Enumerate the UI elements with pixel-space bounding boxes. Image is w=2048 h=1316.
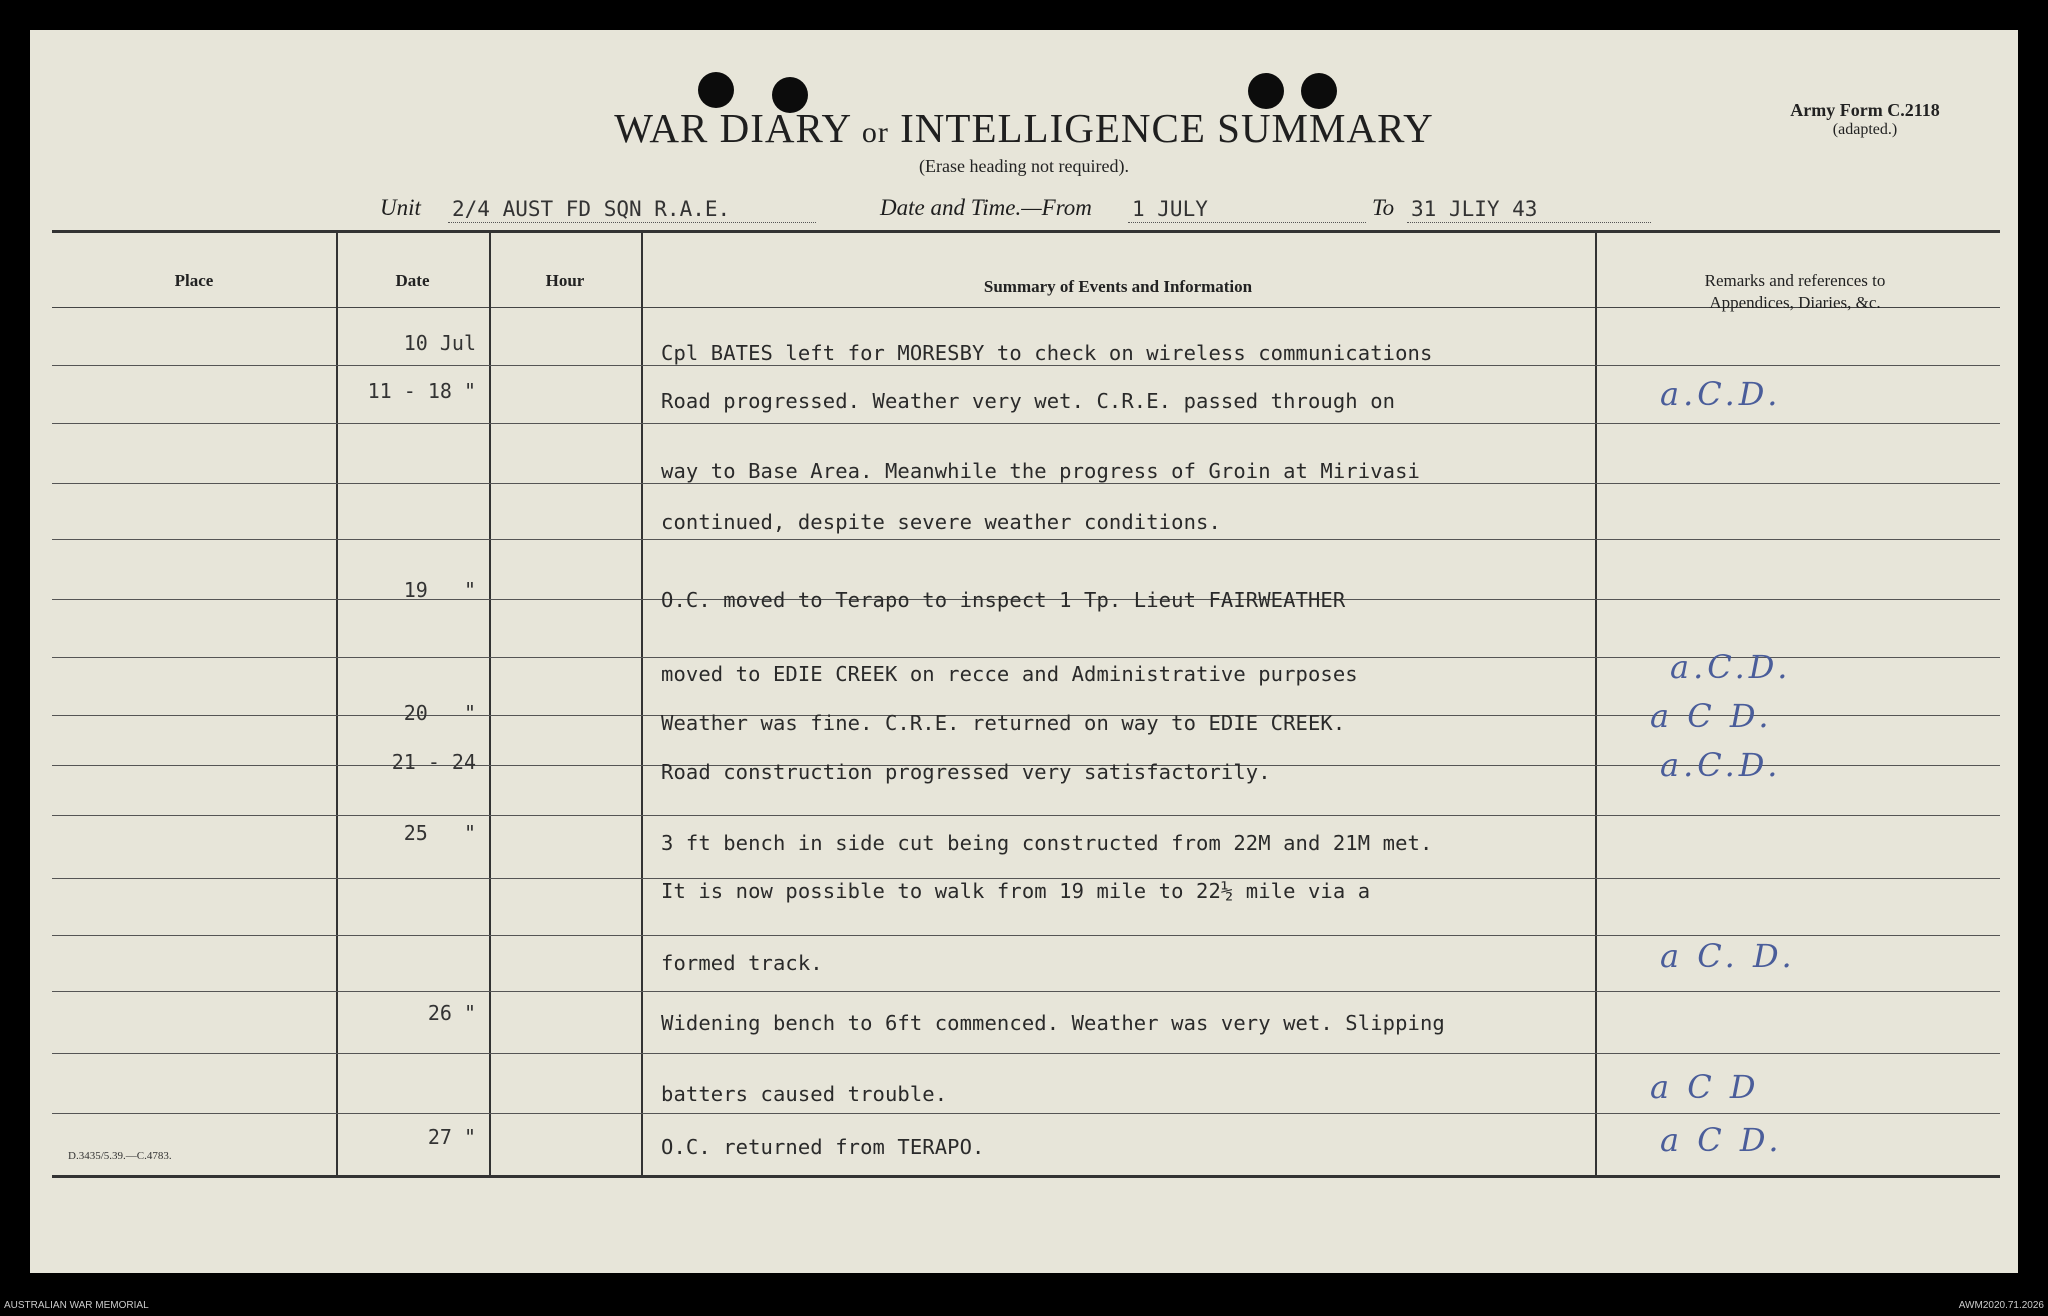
entry-text: Cpl BATES left for MORESBY to check on wireless communications	[661, 341, 1433, 365]
remarks-header-line-1: Remarks and references to	[1704, 271, 1886, 290]
entry-date: 10 Jul	[403, 331, 476, 355]
remark-initials: a C D.	[1660, 1121, 1783, 1159]
date-to-value: 31 JLIY 43	[1407, 196, 1651, 223]
unit-label: Unit	[380, 195, 421, 220]
row-rule	[52, 935, 2000, 936]
title-or: or	[861, 116, 889, 149]
row-rule	[52, 423, 2000, 424]
row-rule	[52, 483, 2000, 484]
title-intelligence-summary: INTELLIGENCE SUMMARY	[900, 105, 1434, 151]
date-from-label: Date and Time.—From	[880, 195, 1092, 220]
entry-date: 25 "	[403, 821, 476, 845]
army-form-label: Army Form C.2118	[1790, 100, 1940, 120]
army-form-number	[1730, 100, 2000, 140]
column-divider	[1595, 232, 1597, 1176]
column-header-place: Place	[174, 271, 214, 290]
entry-text: Widening bench to 6ft commenced. Weather was very wet. Slipping	[661, 1011, 1445, 1035]
unit-value: 2/4 AUST FD SQN R.A.E.	[448, 196, 816, 223]
entry-text: Road construction progressed very satisfactorily.	[661, 760, 1271, 784]
remark-initials: a.C.D.	[1660, 375, 1782, 413]
army-form-sub: (adapted.)	[1832, 121, 1898, 138]
remark-initials: a C D.	[1650, 697, 1773, 735]
table-top-rule	[52, 230, 2000, 233]
entry-text: It is now possible to walk from 19 mile to 22½ mile via a	[661, 879, 1371, 903]
entry-date: 26 "	[427, 1001, 476, 1025]
entry-text: 3 ft bench in side cut being constructed from 22M and 21M met.	[661, 831, 1433, 855]
column-header-hour: Hour	[545, 271, 585, 290]
column-divider	[641, 232, 643, 1176]
title-war-diary: WAR DIARY	[614, 105, 851, 151]
remark-initials: a C. D.	[1660, 937, 1796, 975]
date-to-label: To	[1372, 195, 1395, 220]
row-rule	[52, 991, 2000, 992]
entry-text: continued, despite severe weather conditions.	[661, 510, 1221, 534]
column-header-date: Date	[395, 271, 430, 290]
entry-text: way to Base Area. Meanwhile the progress of Groin at Mirivasi	[661, 459, 1420, 483]
remarks-header-line-2: Appendices, Diaries, &c.	[1709, 293, 1881, 312]
print-code: D.3435/5.39.—C.4783.	[68, 1150, 172, 1162]
remark-initials: a.C.D.	[1670, 648, 1792, 686]
form-title	[30, 104, 2018, 152]
entry-text: batters caused trouble.	[661, 1082, 948, 1106]
entry-text: formed track.	[661, 951, 823, 975]
entry-text: Weather was fine. C.R.E. returned on way to EDIE CREEK.	[661, 711, 1346, 735]
footer-source: AUSTRALIAN WAR MEMORIAL	[4, 1300, 149, 1311]
entry-text: O.C. returned from TERAPO.	[661, 1135, 985, 1159]
remark-initials: a C D	[1650, 1068, 1760, 1106]
row-rule	[52, 1113, 2000, 1114]
row-rule	[52, 365, 2000, 366]
entry-date: 27 "	[427, 1125, 476, 1149]
remark-initials: a.C.D.	[1660, 746, 1782, 784]
diary-page	[30, 30, 2018, 1273]
entry-text: moved to EDIE CREEK on recce and Administrative purposes	[661, 662, 1358, 686]
row-rule	[52, 1053, 2000, 1054]
column-header-remarks	[1595, 270, 1995, 314]
entry-text: O.C. moved to Terapo to inspect 1 Tp. Lieut FAIRWEATHER	[661, 588, 1346, 612]
row-rule	[52, 815, 2000, 816]
punch-hole	[698, 72, 734, 108]
entry-date: 11 - 18 "	[367, 379, 476, 403]
entry-text: Road progressed. Weather very wet. C.R.E. passed through on	[661, 389, 1396, 413]
form-subtitle: (Erase heading not required).	[919, 156, 1129, 176]
entry-date: 21 - 24	[391, 750, 476, 774]
entry-date: 19 "	[403, 578, 476, 602]
date-from-value: 1 JULY	[1128, 196, 1366, 223]
table-bottom-rule	[52, 1175, 2000, 1178]
footer-accession: AWM2020.71.2026	[1958, 1300, 2044, 1311]
entry-date: 20 "	[403, 701, 476, 725]
column-divider	[489, 232, 491, 1176]
row-rule	[52, 539, 2000, 540]
column-header-summary: Summary of Events and Information	[983, 277, 1253, 296]
